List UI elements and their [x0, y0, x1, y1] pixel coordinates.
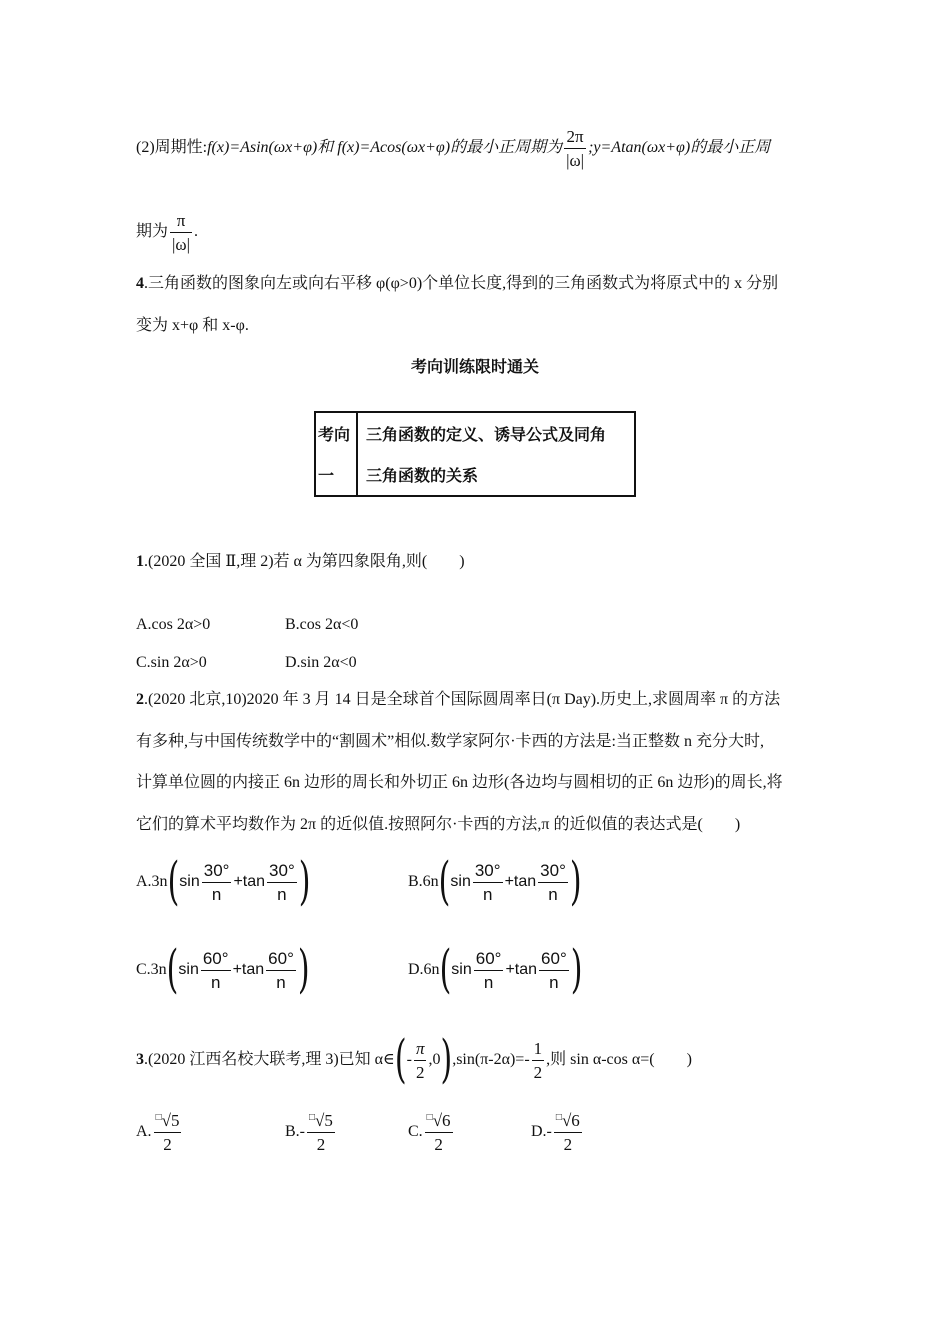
- q1-stem: [136, 552, 465, 572]
- fraction-numerator: 30°: [203, 861, 230, 880]
- section4-text-1: .三角函数的图象向左或向右平移 φ(φ>0)个单位长度,得到的三角函数式为将原式中的 x 分别: [144, 275, 779, 292]
- fraction-numerator: π: [176, 211, 186, 230]
- tan-label: tan: [513, 873, 537, 891]
- plus-sign: +: [505, 961, 515, 979]
- fraction-numerator: 30°: [540, 861, 566, 880]
- fraction: [473, 862, 503, 903]
- fraction-numerator: 30°: [269, 861, 295, 880]
- radical-value: √5: [161, 1111, 180, 1130]
- interval-fraction: [414, 1040, 427, 1081]
- fraction-denominator: |ω|: [170, 232, 192, 253]
- period-line2-prefix: 期为: [136, 223, 169, 241]
- section4-number: 4: [136, 275, 144, 292]
- radical-value: √5: [315, 1111, 333, 1130]
- fraction: [538, 862, 568, 903]
- q3-option-b[interactable]: [285, 1112, 337, 1153]
- sin-label: sin: [450, 873, 471, 891]
- fraction-denominator: 2: [307, 1132, 335, 1153]
- placeholder-box-icon: □: [555, 1112, 562, 1123]
- radical-fraction: [154, 1112, 182, 1153]
- q3-text-c: ,则 sin α-cos α=( ): [546, 1051, 692, 1069]
- period-line2-suffix: .: [194, 223, 199, 241]
- q3-number: 3: [136, 1051, 144, 1069]
- section4-line-1: [136, 274, 778, 294]
- fraction-numerator: 60°: [202, 949, 229, 968]
- period-prefix: (2)周期性:: [136, 139, 208, 157]
- fraction-denominator: 2: [154, 1132, 182, 1153]
- option-label: A.: [136, 1123, 152, 1141]
- q2-option-a[interactable]: [136, 852, 311, 913]
- q3-option-a[interactable]: [136, 1112, 183, 1153]
- fraction-denominator: |ω|: [564, 148, 586, 169]
- right-paren: ): [298, 852, 311, 913]
- tan-label: tan: [241, 961, 265, 979]
- fraction-numerator: [154, 1112, 182, 1132]
- q3-stem: [136, 1030, 692, 1091]
- section-heading: 考向训练限时通关: [410, 359, 539, 376]
- topic-box-right-line2: 三角函数的关系: [366, 468, 479, 485]
- option-label: D.6n: [408, 961, 440, 979]
- section4-text-2: 变为 x+φ 和 x-φ.: [136, 317, 249, 334]
- section4-line-2: [136, 316, 249, 336]
- fraction-denominator: n: [473, 882, 503, 903]
- interval-minus: -: [406, 1051, 412, 1069]
- fraction-denominator: n: [267, 882, 297, 903]
- fraction-numerator: 2π: [566, 127, 584, 146]
- option-label: C.3n: [136, 961, 167, 979]
- radical-value: √6: [432, 1111, 451, 1130]
- topic-box-left-cell: [316, 413, 358, 495]
- sin-label: sin: [179, 873, 200, 891]
- fraction-numerator: 30°: [474, 861, 501, 880]
- fraction: [201, 950, 231, 991]
- right-paren: ): [569, 852, 582, 913]
- fraction-numerator: π: [415, 1039, 425, 1058]
- q1-number: 1: [136, 553, 144, 570]
- fraction-denominator: n: [202, 882, 232, 903]
- fraction-numerator: 60°: [475, 949, 502, 968]
- q2-option-d[interactable]: [408, 940, 583, 1001]
- fraction: [202, 862, 232, 903]
- plus-sign: +: [504, 873, 514, 891]
- period-formula-1: f(x)=Asin(ωx+φ)和 f(x)=Acos(ωx+φ)的最小正周期为: [207, 139, 563, 157]
- fraction-numerator: 1: [533, 1039, 543, 1058]
- topic-box: [314, 411, 636, 497]
- plus-sign: +: [233, 873, 243, 891]
- period-fraction-1: [564, 128, 586, 169]
- fraction-denominator: n: [201, 970, 231, 991]
- fraction-numerator: [307, 1112, 335, 1132]
- q2-line-2: 有多种,与中国传统数学中的“割圆术”相似.数学家阿尔·卡西的方法是:当正整数 n 充分大时,: [136, 733, 764, 750]
- fraction: [474, 950, 504, 991]
- right-paren: ): [440, 1030, 453, 1091]
- q2-number: 2: [136, 691, 144, 708]
- placeholder-box-icon: □: [309, 1112, 316, 1123]
- fraction-numerator: [425, 1112, 453, 1132]
- half-fraction: [532, 1040, 545, 1081]
- period-formula-2: ;y=Atan(ωx+φ)的最小正周: [588, 139, 771, 157]
- q2-option-c[interactable]: [136, 940, 310, 1001]
- topic-box-left-line1: 考向: [318, 427, 351, 444]
- q2-option-b[interactable]: [408, 852, 582, 913]
- left-paren: (: [167, 852, 180, 913]
- radical-fraction: [425, 1112, 453, 1153]
- fraction-denominator: n: [474, 970, 504, 991]
- radical-fraction: [554, 1112, 582, 1153]
- placeholder-box-icon: □: [426, 1112, 433, 1123]
- q3-text-b: ,sin(π-2α)=-: [452, 1051, 530, 1069]
- fraction-numerator: [554, 1112, 582, 1132]
- fraction-numerator: 60°: [268, 949, 294, 968]
- q2-line-3: 计算单位圆的内接正 6n 边形的周长和外切正 6n 边形(各边均与圆相切的正 6n 边形)的周长,将: [136, 774, 783, 791]
- option-label: B.6n: [408, 873, 439, 891]
- sin-label: sin: [451, 961, 472, 979]
- fraction-denominator: n: [266, 970, 296, 991]
- fraction-denominator: 2: [554, 1132, 582, 1153]
- fraction: [267, 862, 297, 903]
- period-line-1: [136, 128, 770, 169]
- right-paren: ): [570, 940, 583, 1001]
- q1-text: .(2020 全国 Ⅱ,理 2)若 α 为第四象限角,则( ): [144, 553, 465, 570]
- right-paren: ): [297, 940, 310, 1001]
- fraction-denominator: 2: [414, 1060, 427, 1081]
- radical-value: √6: [561, 1111, 580, 1130]
- q2-line-1: [136, 690, 780, 710]
- topic-box-right-line1: 三角函数的定义、诱导公式及同角: [366, 427, 607, 444]
- left-paren: (: [438, 852, 451, 913]
- fraction-denominator: n: [538, 882, 568, 903]
- sin-label: sin: [178, 961, 199, 979]
- q1-option-a[interactable]: A.cos 2α>0: [136, 616, 211, 633]
- left-paren: (: [439, 940, 452, 1001]
- fraction: [266, 950, 296, 991]
- q1-option-d[interactable]: D.sin 2α<0: [285, 654, 357, 671]
- option-label: A.3n: [136, 873, 168, 891]
- q2-text-1: .(2020 北京,10)2020 年 3 月 14 日是全球首个国际圆周率日(π Day).历史上,求圆周率 π 的方法: [144, 691, 781, 708]
- interval-tail: ,0: [428, 1051, 441, 1069]
- q1-option-b[interactable]: B.cos 2α<0: [285, 616, 359, 633]
- fraction-numerator: 60°: [541, 949, 567, 968]
- topic-box-left-line2: 一: [318, 468, 335, 485]
- fraction-denominator: 2: [532, 1060, 545, 1081]
- tan-label: tan: [242, 873, 266, 891]
- radical-fraction: [307, 1112, 335, 1153]
- q3-text-a: .(2020 江西名校大联考,理 3)已知 α∈: [144, 1051, 395, 1069]
- q3-option-c[interactable]: [408, 1112, 455, 1153]
- fraction: [539, 950, 569, 991]
- option-label: D.-: [531, 1123, 552, 1141]
- q2-line-4: 它们的算术平均数作为 2π 的近似值.按照阿尔·卡西的方法,π 的近似值的表达式是( ): [136, 816, 741, 833]
- q1-option-c[interactable]: C.sin 2α>0: [136, 654, 207, 671]
- option-label: B.-: [285, 1123, 305, 1141]
- left-paren: (: [166, 940, 179, 1001]
- left-paren: (: [394, 1030, 407, 1091]
- plus-sign: +: [232, 961, 242, 979]
- period-line-2: [136, 212, 198, 253]
- period-fraction-2: [170, 212, 192, 253]
- option-label: C.: [408, 1123, 423, 1141]
- tan-label: tan: [514, 961, 538, 979]
- q3-option-d[interactable]: [531, 1112, 584, 1153]
- placeholder-box-icon: □: [155, 1112, 162, 1123]
- fraction-denominator: n: [539, 970, 569, 991]
- fraction-denominator: 2: [425, 1132, 453, 1153]
